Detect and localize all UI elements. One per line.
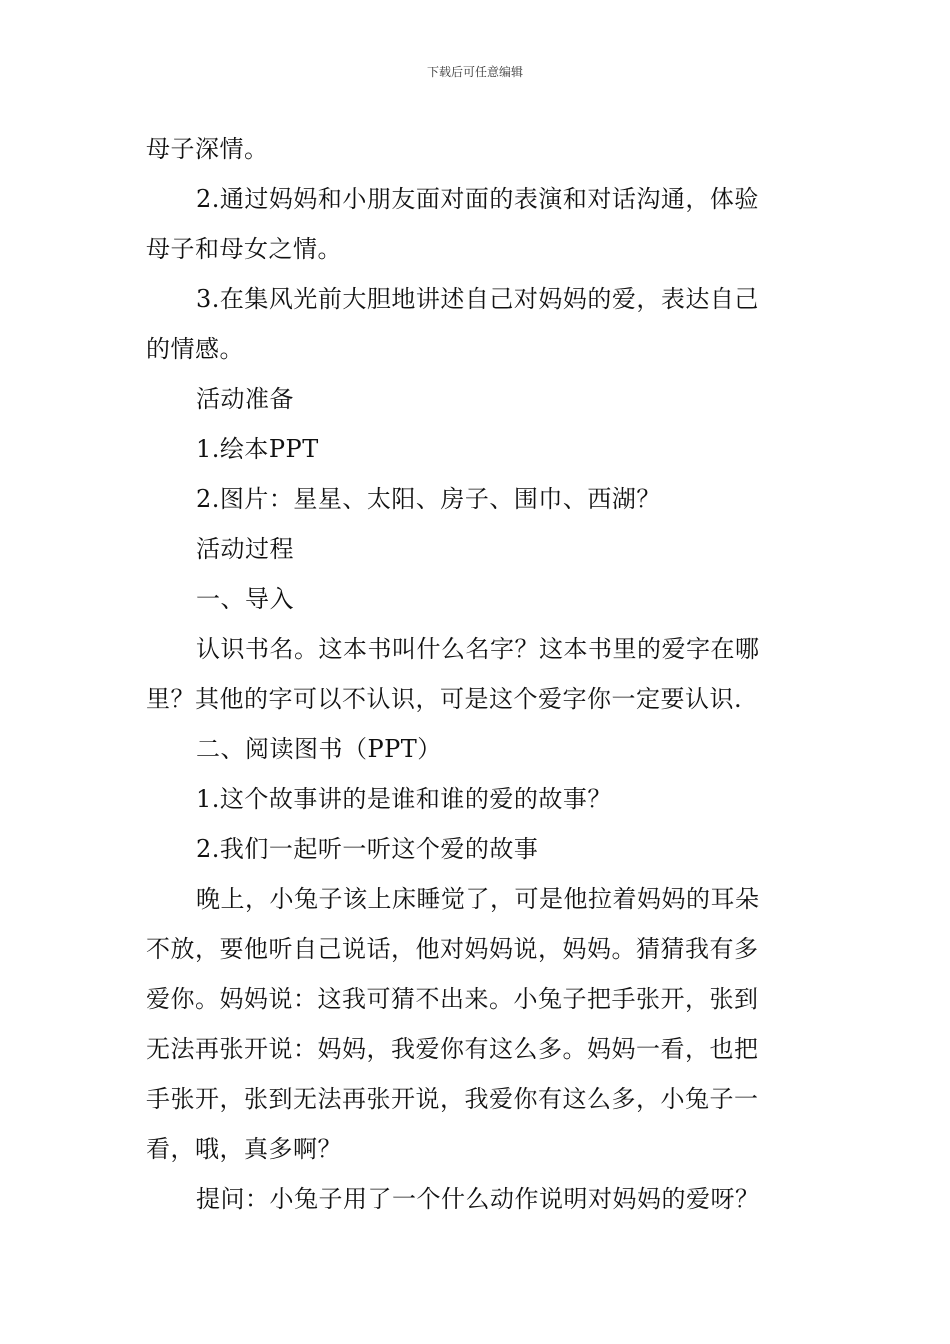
text-line: 不放，要他听自己说话，他对妈妈说，妈妈。猜猜我有多 (146, 935, 759, 963)
text-line: 无法再张开说：妈妈，我爱你有这么多。妈妈一看，也把 (146, 1035, 759, 1063)
text-line: 2.图片：星星、太阳、房子、围巾、西湖？ (196, 485, 661, 513)
text-line: 2.通过妈妈和小朋友面对面的表演和对话沟通，体验 (196, 185, 759, 213)
text-line: 1.绘本PPT (196, 435, 319, 463)
document-body (146, 124, 810, 1224)
text-line: 提问：小兔子用了一个什么动作说明对妈妈的爱呀？ (196, 1185, 760, 1213)
text-line: 母子和母女之情。 (146, 235, 342, 263)
text-line: 看，哦，真多啊？ (146, 1135, 342, 1163)
text-line: 活动过程 (196, 535, 294, 563)
text-line: 手张开，张到无法再张开说，我爱你有这么多，小兔子一 (146, 1085, 759, 1113)
text-line: 1.这个故事讲的是谁和谁的爱的故事？ (196, 785, 612, 813)
text-line: 的情感。 (146, 335, 244, 363)
text-line: 一、导入 (196, 585, 294, 613)
text-line: 二、阅读图书（PPT） (196, 735, 442, 763)
text-line: 晚上，小兔子该上床睡觉了，可是他拉着妈妈的耳朵 (196, 885, 760, 913)
text-line: 母子深情。 (146, 135, 269, 163)
text-line: 认识书名。这本书叫什么名字？这本书里的爱字在哪 (196, 635, 760, 663)
text-line: 里？其他的字可以不认识，可是这个爱字你一定要认识. (146, 685, 743, 713)
text-line: 活动准备 (196, 385, 294, 413)
page-header: 下载后可任意编辑 (426, 65, 523, 79)
text-line: 3.在集风光前大胆地讲述自己对妈妈的爱，表达自己 (196, 285, 759, 313)
text-line: 2.我们一起听一听这个爱的故事 (196, 835, 539, 863)
text-line: 爱你。妈妈说：这我可猜不出来。小兔子把手张开，张到 (146, 985, 759, 1013)
